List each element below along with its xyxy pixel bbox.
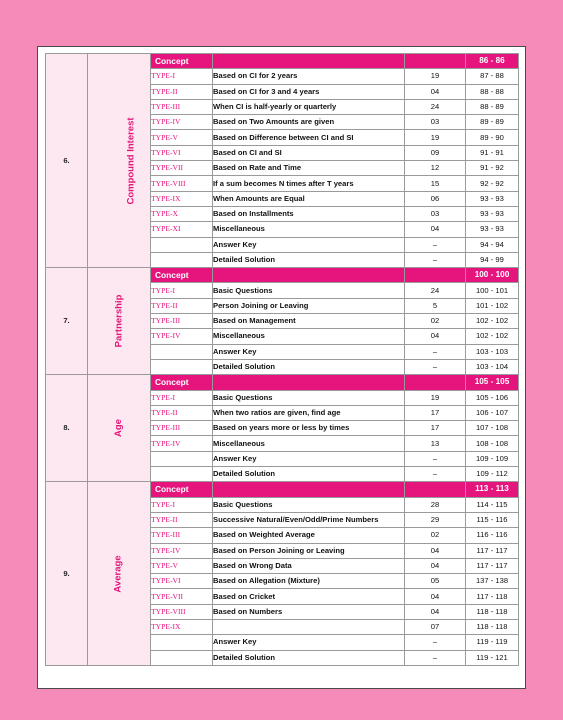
page-range: 94 - 94 [466, 237, 519, 252]
question-count: 28 [405, 497, 466, 512]
concept-pages: 105 - 105 [466, 375, 519, 390]
chapter-number: 8. [46, 375, 88, 482]
type-label: TYPE-VII [151, 161, 213, 176]
question-count: – [405, 451, 466, 466]
page-range: 102 - 102 [466, 329, 519, 344]
topic-description: Based on Weighted Average [213, 528, 405, 543]
topic-description: Based on Difference between CI and SI [213, 130, 405, 145]
topic-description: Based on CI for 3 and 4 years [213, 84, 405, 99]
question-count: 19 [405, 69, 466, 84]
type-label: TYPE-VI [151, 145, 213, 160]
concept-band [213, 482, 405, 497]
type-label: TYPE-VI [151, 574, 213, 589]
chapter-title-cell [88, 482, 151, 666]
question-count: 19 [405, 390, 466, 405]
chapter-title-cell [88, 375, 151, 482]
topic-description [213, 619, 405, 634]
chapter-title: Age [112, 419, 124, 438]
topic-description: Based on CI for 2 years [213, 69, 405, 84]
concept-row [46, 268, 519, 283]
question-count: 15 [405, 176, 466, 191]
type-label: TYPE-VII [151, 589, 213, 604]
topic-description: Based on CI and SI [213, 145, 405, 160]
topic-description: When CI is half-yearly or quarterly [213, 99, 405, 114]
topic-description: When Amounts are Equal [213, 191, 405, 206]
concept-row [46, 54, 519, 69]
type-label: TYPE-VIII [151, 604, 213, 619]
topic-description: Person Joining or Leaving [213, 298, 405, 313]
type-label [151, 252, 213, 267]
question-count: – [405, 359, 466, 374]
concept-label: Concept [151, 375, 213, 390]
chapter-title: Partnership [112, 294, 124, 348]
chapter-title-cell [88, 268, 151, 375]
question-count: 24 [405, 99, 466, 114]
page-range: 119 - 119 [466, 635, 519, 650]
topic-description: Detailed Solution [213, 359, 405, 374]
question-count: 04 [405, 84, 466, 99]
question-count: 04 [405, 558, 466, 573]
question-count: – [405, 344, 466, 359]
type-label: TYPE-II [151, 298, 213, 313]
type-label: TYPE-V [151, 558, 213, 573]
document-page [37, 46, 526, 689]
page-range: 93 - 93 [466, 206, 519, 221]
concept-band [405, 54, 466, 69]
type-label: TYPE-I [151, 283, 213, 298]
page-range: 137 - 138 [466, 574, 519, 589]
topic-description: Based on Two Amounts are given [213, 115, 405, 130]
page-range: 100 - 101 [466, 283, 519, 298]
concept-label: Concept [151, 482, 213, 497]
page-range: 116 - 116 [466, 528, 519, 543]
topic-description: Successive Natural/Even/Odd/Prime Numbers [213, 512, 405, 527]
type-label: TYPE-IX [151, 619, 213, 634]
topic-description: Answer Key [213, 635, 405, 650]
topic-description: When two ratios are given, find age [213, 405, 405, 420]
type-label: TYPE-III [151, 314, 213, 329]
topic-description: Based on Installments [213, 206, 405, 221]
chapter-number: 6. [46, 54, 88, 268]
type-label: TYPE-IV [151, 115, 213, 130]
page-range: 91 - 92 [466, 161, 519, 176]
type-label: TYPE-I [151, 497, 213, 512]
question-count: 17 [405, 405, 466, 420]
page-range: 108 - 108 [466, 436, 519, 451]
question-count: 04 [405, 222, 466, 237]
page-range: 101 - 102 [466, 298, 519, 313]
topic-description: Based on years more or less by times [213, 421, 405, 436]
page-range: 103 - 103 [466, 344, 519, 359]
concept-row [46, 482, 519, 497]
question-count: 12 [405, 161, 466, 176]
type-label [151, 344, 213, 359]
topic-description: Miscellaneous [213, 436, 405, 451]
page-range: 88 - 88 [466, 84, 519, 99]
question-count: 09 [405, 145, 466, 160]
type-label: TYPE-I [151, 390, 213, 405]
type-label [151, 451, 213, 466]
concept-band [213, 54, 405, 69]
type-label: TYPE-II [151, 405, 213, 420]
page-range: 118 - 118 [466, 619, 519, 634]
type-label: TYPE-I [151, 69, 213, 84]
chapter-number: 9. [46, 482, 88, 666]
page-range: 114 - 115 [466, 497, 519, 512]
topic-description: Basic Questions [213, 497, 405, 512]
page-range: 103 - 104 [466, 359, 519, 374]
page-range: 89 - 89 [466, 115, 519, 130]
question-count: 07 [405, 619, 466, 634]
question-count: – [405, 635, 466, 650]
type-label: TYPE-IV [151, 436, 213, 451]
question-count: 17 [405, 421, 466, 436]
page-range: 89 - 90 [466, 130, 519, 145]
topic-description: Answer Key [213, 451, 405, 466]
question-count: 02 [405, 528, 466, 543]
question-count: 5 [405, 298, 466, 313]
page-range: 117 - 118 [466, 589, 519, 604]
concept-label: Concept [151, 268, 213, 283]
page-range: 106 - 107 [466, 405, 519, 420]
type-label: TYPE-III [151, 99, 213, 114]
question-count: 04 [405, 543, 466, 558]
topic-description: Basic Questions [213, 283, 405, 298]
concept-band [213, 268, 405, 283]
page-range: 118 - 118 [466, 604, 519, 619]
topic-description: Detailed Solution [213, 467, 405, 482]
type-label: TYPE-IV [151, 329, 213, 344]
type-label [151, 359, 213, 374]
page-range: 105 - 106 [466, 390, 519, 405]
question-count: 13 [405, 436, 466, 451]
page-range: 87 - 88 [466, 69, 519, 84]
type-label: TYPE-VIII [151, 176, 213, 191]
page-range: 109 - 109 [466, 451, 519, 466]
type-label: TYPE-V [151, 130, 213, 145]
contents-table [45, 53, 519, 666]
topic-description: Answer Key [213, 237, 405, 252]
type-label: TYPE-IV [151, 543, 213, 558]
question-count: – [405, 252, 466, 267]
page-range: 94 - 99 [466, 252, 519, 267]
page-range: 107 - 108 [466, 421, 519, 436]
page-range: 109 - 112 [466, 467, 519, 482]
type-label [151, 467, 213, 482]
page-range: 102 - 102 [466, 314, 519, 329]
chapter-number: 7. [46, 268, 88, 375]
question-count: 04 [405, 589, 466, 604]
type-label: TYPE-III [151, 421, 213, 436]
concept-label: Concept [151, 54, 213, 69]
question-count: 04 [405, 329, 466, 344]
topic-description: Basic Questions [213, 390, 405, 405]
topic-description: Miscellaneous [213, 329, 405, 344]
page-range: 93 - 93 [466, 222, 519, 237]
question-count: 29 [405, 512, 466, 527]
question-count: 05 [405, 574, 466, 589]
type-label [151, 650, 213, 665]
question-count: 24 [405, 283, 466, 298]
question-count: 02 [405, 314, 466, 329]
type-label [151, 237, 213, 252]
page-range: 92 - 92 [466, 176, 519, 191]
question-count: – [405, 650, 466, 665]
page-range: 119 - 121 [466, 650, 519, 665]
topic-description: Miscellaneous [213, 222, 405, 237]
topic-description: Based on Allegation (Mixture) [213, 574, 405, 589]
type-label: TYPE-III [151, 528, 213, 543]
topic-description: Based on Numbers [213, 604, 405, 619]
question-count: – [405, 467, 466, 482]
concept-band [405, 375, 466, 390]
type-label: TYPE-XI [151, 222, 213, 237]
page-range: 93 - 93 [466, 191, 519, 206]
topic-description: Based on Person Joining or Leaving [213, 543, 405, 558]
question-count: 04 [405, 604, 466, 619]
chapter-title-cell [88, 54, 151, 268]
topic-description: Detailed Solution [213, 252, 405, 267]
topic-description: Based on Wrong Data [213, 558, 405, 573]
concept-pages: 113 - 113 [466, 482, 519, 497]
topic-description: Based on Management [213, 314, 405, 329]
type-label: TYPE-II [151, 512, 213, 527]
page-range: 117 - 117 [466, 558, 519, 573]
chapter-title: Compound Interest [125, 117, 137, 205]
concept-band [213, 375, 405, 390]
question-count: 03 [405, 115, 466, 130]
page-range: 91 - 91 [466, 145, 519, 160]
question-count: – [405, 237, 466, 252]
type-label [151, 635, 213, 650]
question-count: 06 [405, 191, 466, 206]
topic-description: If a sum becomes N times after T years [213, 176, 405, 191]
topic-description: Answer Key [213, 344, 405, 359]
type-label: TYPE-IX [151, 191, 213, 206]
question-count: 19 [405, 130, 466, 145]
topic-description: Detailed Solution [213, 650, 405, 665]
question-count: 03 [405, 206, 466, 221]
page-range: 115 - 116 [466, 512, 519, 527]
concept-pages: 100 - 100 [466, 268, 519, 283]
page-range: 117 - 117 [466, 543, 519, 558]
type-label: TYPE-X [151, 206, 213, 221]
topic-description: Based on Rate and Time [213, 161, 405, 176]
concept-pages: 86 - 86 [466, 54, 519, 69]
chapter-title: Average [113, 555, 124, 593]
concept-band [405, 482, 466, 497]
topic-description: Based on Cricket [213, 589, 405, 604]
type-label: TYPE-II [151, 84, 213, 99]
concept-band [405, 268, 466, 283]
concept-row [46, 375, 519, 390]
page-range: 88 - 89 [466, 99, 519, 114]
